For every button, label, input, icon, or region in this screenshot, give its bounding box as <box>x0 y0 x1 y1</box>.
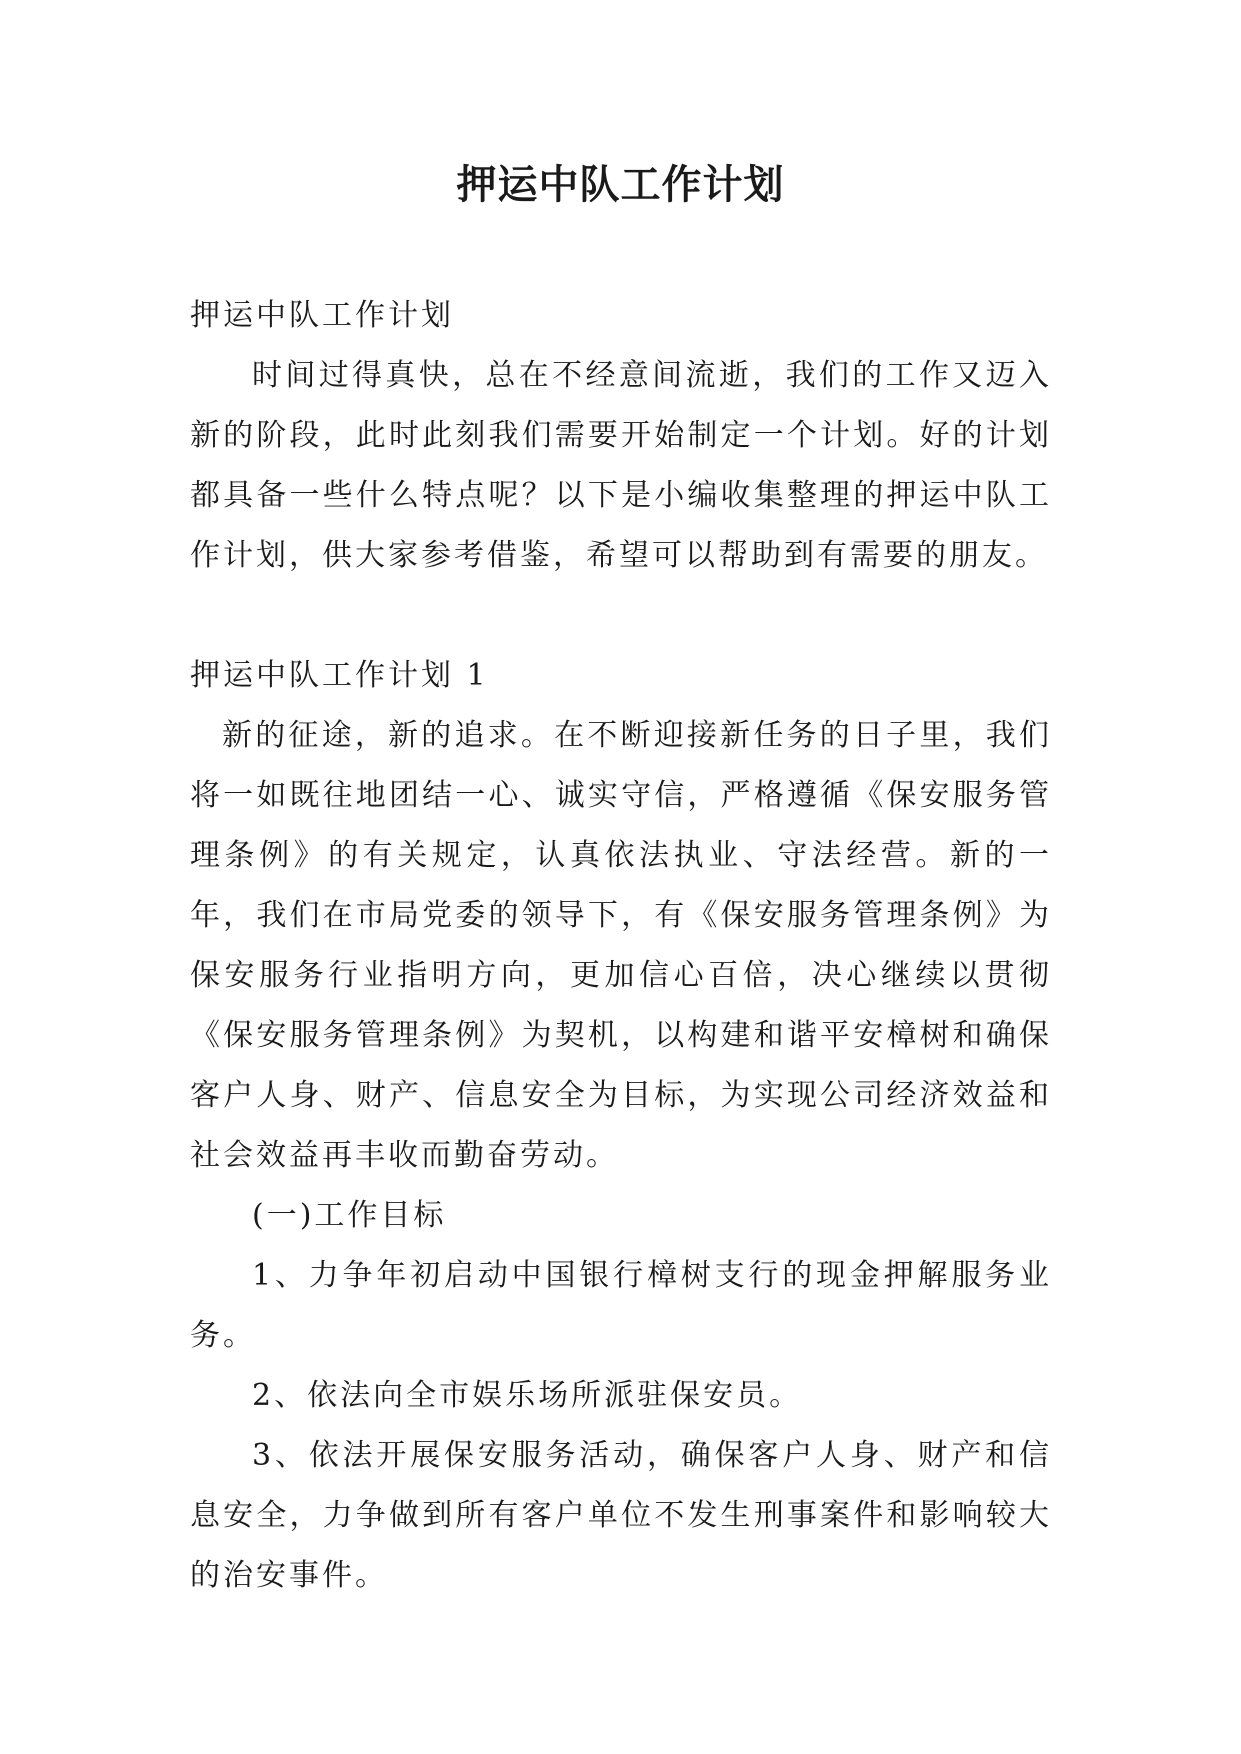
paragraph-gap <box>190 586 1052 646</box>
section-heading: 押运中队工作计划 1 <box>190 658 489 693</box>
intro-paragraph: 时间过得真快，总在不经意间流逝，我们的工作又迈入新的阶段，此时此刻我们需要开始制定一个计划。好的计划都具备一些什么特点呢？以下是小编收集整理的押运中队工作计划，供大家参考借鉴，希望可以帮助到有需要的朋友。 <box>190 358 1052 573</box>
document-body <box>190 286 1052 1606</box>
section-paragraph: 新的征途，新的追求。在不断迎接新任务的日子里，我们将一如既往地团结一心、诚实守信，严格遵循《保安服务管理条例》的有关规定，认真依法执业、守法经营。新的一年，我们在市局党委的领导下，有《保安服务管理条例》为保安服务行业指明方向，更加信心百倍，决心继续以贯彻《保安服务管理条例》为契机，以构建和谐平安樟树和确保客户人身、财产、信息安全为目标，为实现公司经济效益和社会效益再丰收而勤奋劳动。 <box>190 718 1052 1173</box>
goal-item-3: 3、依法开展保安服务活动，确保客户人身、财产和信息安全，力争做到所有客户单位不发生刑事案件和影响较大的治安事件。 <box>190 1438 1052 1593</box>
document-title: 押运中队工作计划 <box>456 161 785 208</box>
document-subtitle: 押运中队工作计划 <box>190 298 454 333</box>
goal-heading: (一)工作目标 <box>252 1198 447 1233</box>
goal-item-1: 1、力争年初启动中国银行樟树支行的现金押解服务业务。 <box>190 1258 1052 1353</box>
goal-item-2: 2、依法向全市娱乐场所派驻保安员。 <box>252 1378 803 1413</box>
